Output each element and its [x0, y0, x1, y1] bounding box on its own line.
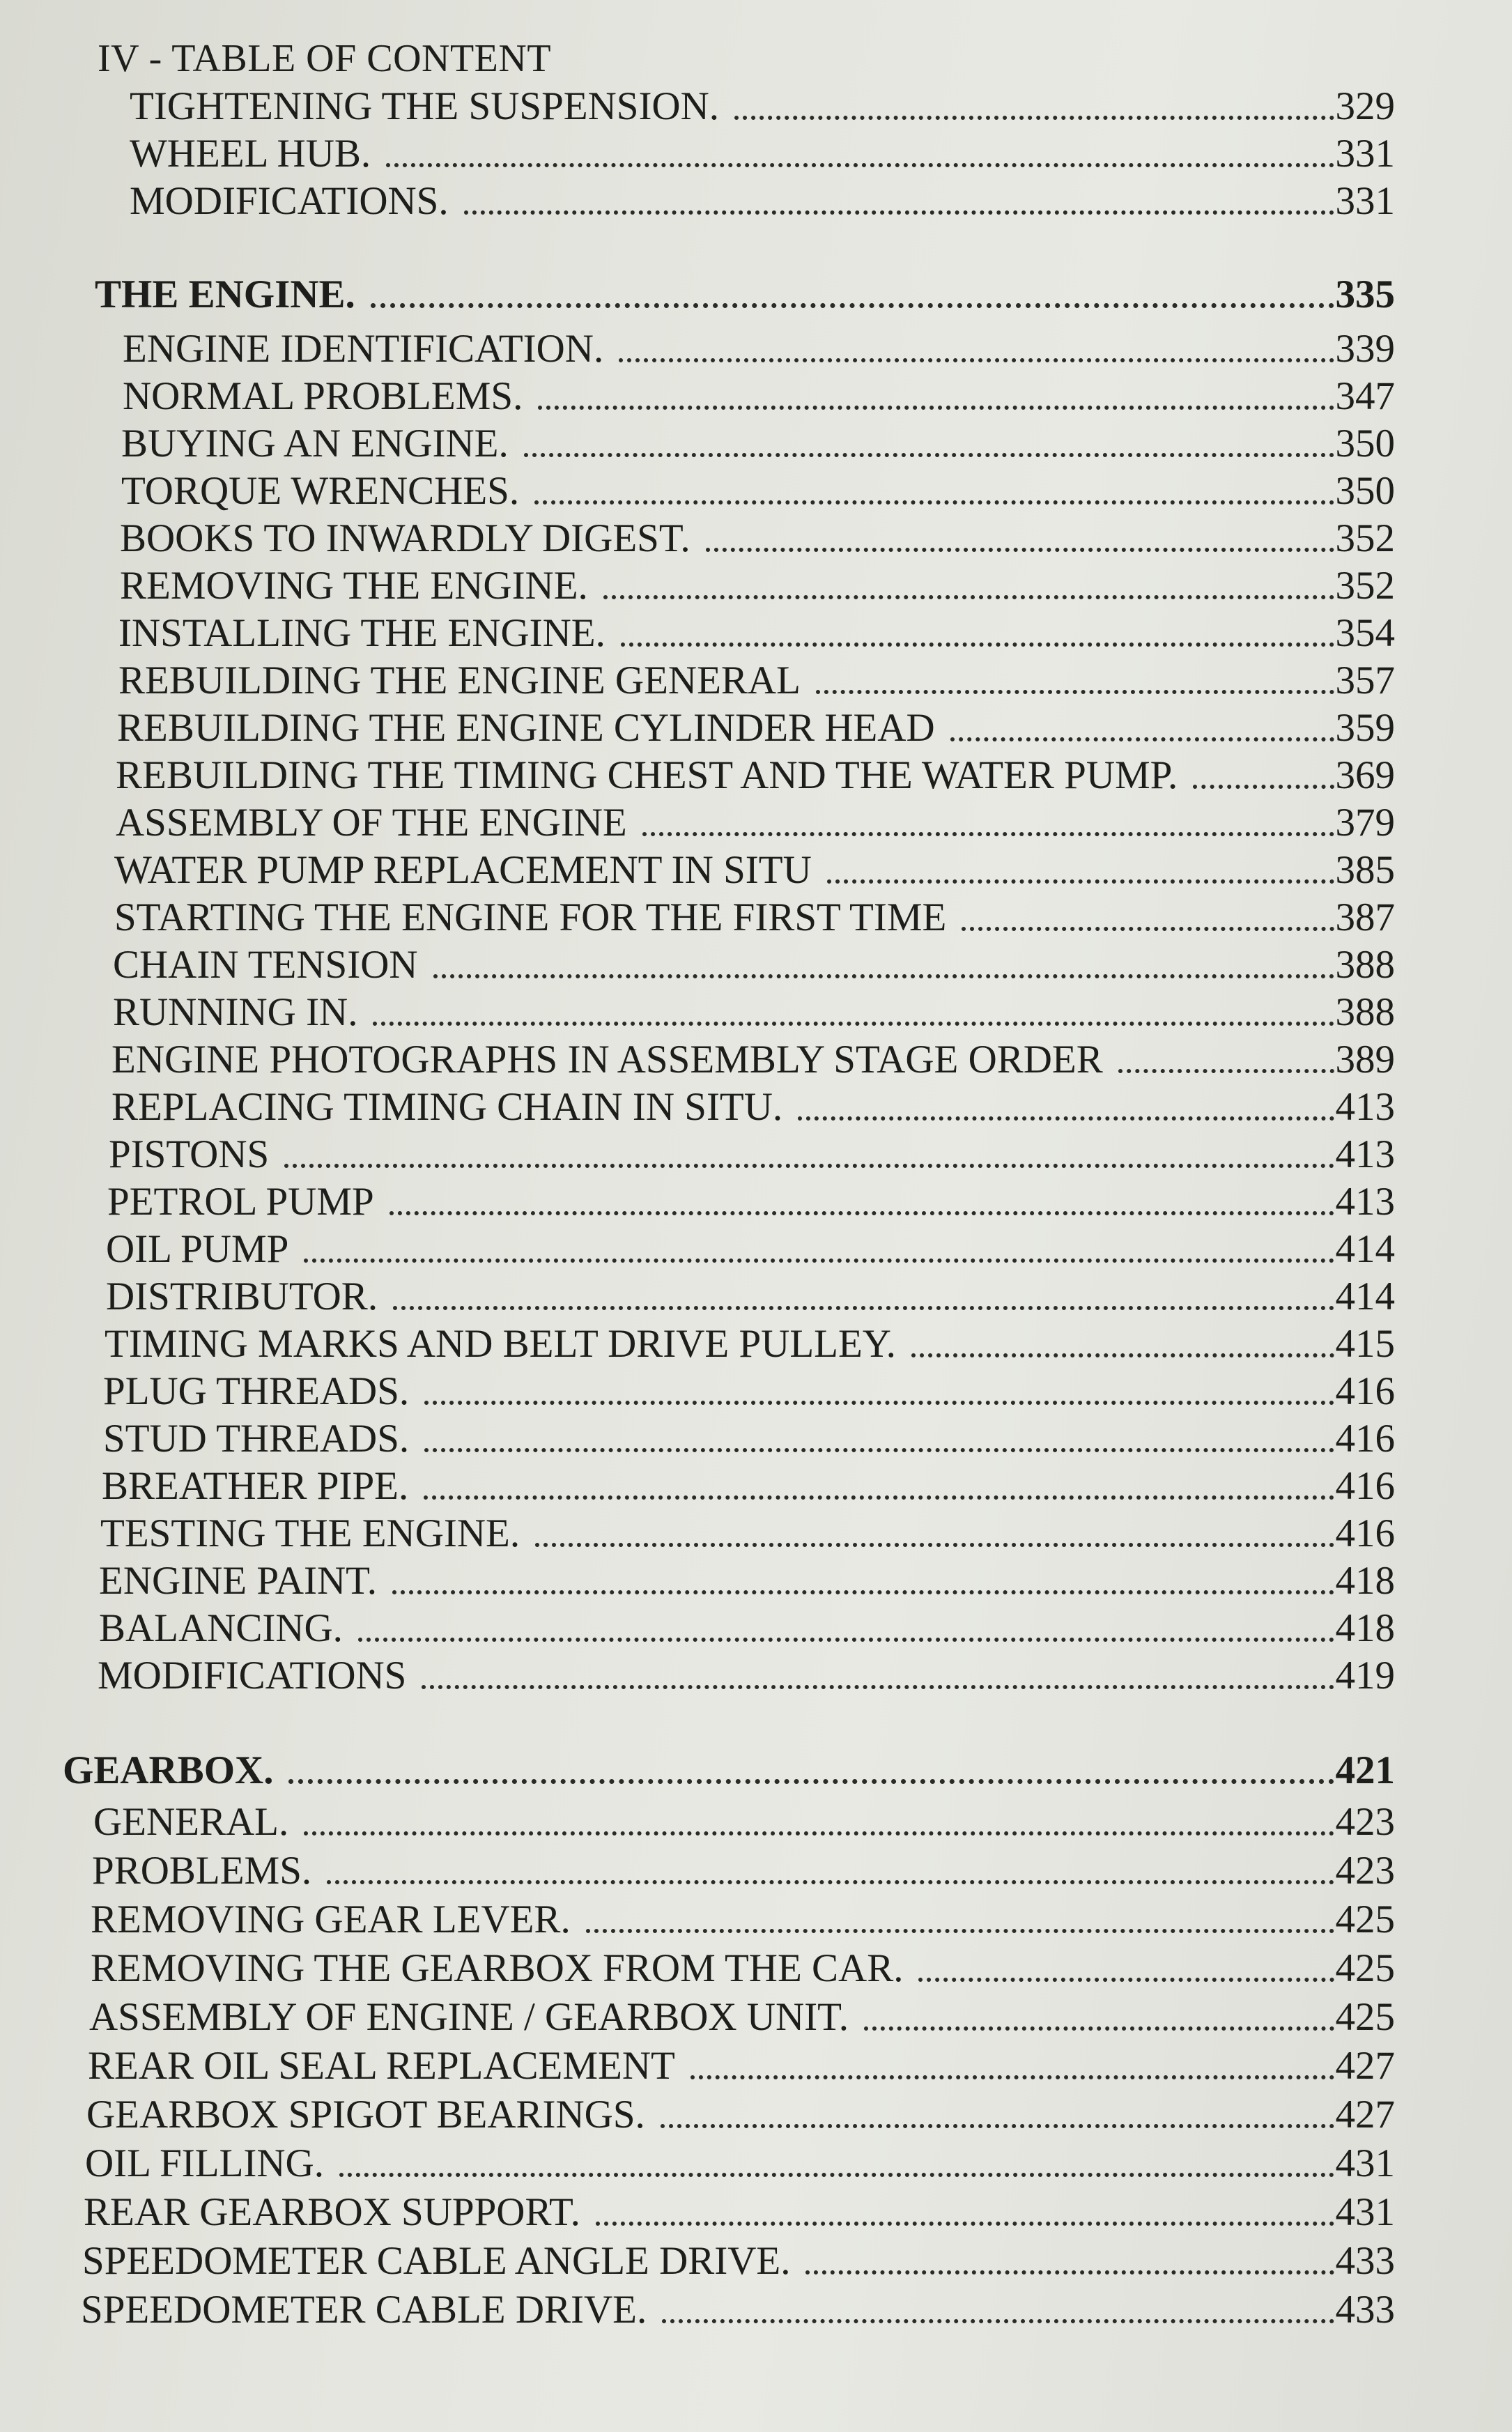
toc-entry-title: PETROL PUMP [107, 1180, 374, 1224]
toc-entry-page-number: 331 [1335, 132, 1395, 176]
toc-entry-title: ENGINE PAINT. [99, 1559, 377, 1603]
toc-entry [106, 1274, 1395, 1320]
toc-entry-title: GENERAL. [93, 1800, 289, 1844]
toc-entry-page-number: 359 [1335, 706, 1395, 750]
toc-entry-title: GEARBOX SPIGOT BEARINGS. [86, 2093, 645, 2137]
toc-entry-page-number: 425 [1335, 1946, 1395, 1990]
toc-entry-title: ENGINE PHOTOGRAPHS IN ASSEMBLY STAGE ORDER [111, 1038, 1103, 1082]
toc-entry-page-number: 379 [1335, 801, 1395, 845]
toc-entry-page-number: 352 [1335, 564, 1395, 608]
dot-leader [798, 1116, 1334, 1121]
toc-entry-page-number: 427 [1335, 2093, 1395, 2137]
toc-entry [98, 1653, 1395, 1699]
toc-entry-title: ASSEMBLY OF THE ENGINE [116, 801, 627, 845]
toc-entry [113, 942, 1395, 988]
toc-entry-page-number: 421 [1335, 1748, 1395, 1792]
toc-entry [114, 847, 1395, 893]
toc-entry-page-number: 350 [1335, 469, 1395, 513]
toc-entry-title: OIL PUMP [106, 1227, 289, 1271]
toc-entry [85, 2141, 1395, 2187]
toc-entry-page-number: 335 [1335, 272, 1395, 316]
dot-leader [662, 2319, 1334, 2323]
toc-entry-page-number: 413 [1335, 1132, 1395, 1176]
dot-leader [288, 1779, 1334, 1784]
dot-leader [373, 1022, 1334, 1026]
dot-leader [424, 1401, 1334, 1405]
toc-entry [91, 1946, 1395, 1992]
toc-entry-page-number: 414 [1335, 1275, 1395, 1318]
toc-entry-page-number: 418 [1335, 1559, 1395, 1603]
toc-entry-title: WHEEL HUB. [130, 132, 371, 176]
toc-entry-page-number: 329 [1335, 84, 1395, 128]
toc-entry-page-number: 347 [1335, 374, 1395, 418]
dot-leader [962, 927, 1334, 931]
toc-entry-title: RUNNING IN. [113, 990, 358, 1034]
toc-entry [114, 895, 1395, 941]
dot-leader [284, 1164, 1334, 1168]
toc-entry-title: PROBLEMS. [92, 1849, 312, 1893]
toc-entry [130, 84, 1395, 130]
running-header: IV - TABLE OF CONTENT [98, 37, 552, 80]
dot-leader [805, 2270, 1334, 2275]
toc-entry [121, 421, 1395, 467]
toc-entry [102, 1463, 1395, 1509]
dot-leader [816, 690, 1334, 694]
toc-entry [103, 1369, 1395, 1415]
toc-entry-title: REMOVING GEAR LEVER. [91, 1898, 571, 1941]
toc-entry-title: GEARBOX. [63, 1748, 274, 1792]
dot-leader [734, 116, 1334, 120]
dot-leader [603, 595, 1334, 599]
dot-leader [424, 1448, 1334, 1452]
toc-entry-title: BALANCING. [99, 1606, 343, 1650]
toc-entry-title: PLUG THREADS. [103, 1369, 410, 1413]
dot-leader [358, 1638, 1334, 1642]
toc-entry-title: BREATHER PIPE. [102, 1464, 409, 1508]
toc-entry-page-number: 416 [1335, 1417, 1395, 1461]
toc-entry-page-number: 414 [1335, 1227, 1395, 1271]
toc-entry-title: TESTING THE ENGINE. [100, 1511, 520, 1555]
dot-leader [619, 358, 1334, 362]
toc-entry [99, 1558, 1395, 1604]
toc-entry [121, 468, 1395, 514]
dot-leader [586, 1929, 1334, 1933]
dot-leader [339, 2173, 1334, 2177]
toc-entry-title: REMOVING THE ENGINE. [120, 564, 588, 608]
toc-entry [91, 1897, 1395, 1943]
toc-entry-page-number: 387 [1335, 895, 1395, 939]
toc-entry [99, 1606, 1395, 1652]
toc-entry-title: STARTING THE ENGINE FOR THE FIRST TIME [114, 895, 947, 939]
toc-entry-page-number: 423 [1335, 1800, 1395, 1844]
dot-leader [911, 1353, 1334, 1357]
toc-entry [106, 1226, 1395, 1272]
toc-entry-page-number: 416 [1335, 1369, 1395, 1413]
toc-entry [88, 2043, 1395, 2089]
toc-entry [116, 753, 1395, 799]
toc-entry-title: REAR GEARBOX SUPPORT. [84, 2190, 580, 2234]
dot-leader [433, 974, 1334, 978]
dot-leader [392, 1590, 1334, 1594]
dot-leader [371, 303, 1334, 308]
toc-entry-title: ASSEMBLY OF ENGINE / GEARBOX UNIT. [89, 1995, 849, 2039]
toc-entry-title: BUYING AN ENGINE. [121, 422, 509, 465]
toc-entry [82, 2238, 1395, 2284]
dot-leader [389, 1211, 1334, 1215]
dot-leader [596, 2222, 1334, 2226]
toc-entry-title: MODIFICATIONS [98, 1654, 407, 1698]
toc-section-heading [95, 272, 1395, 318]
toc-entry-page-number: 352 [1335, 516, 1395, 560]
toc-entry [123, 326, 1395, 372]
dot-leader [534, 500, 1334, 505]
toc-entry [130, 131, 1395, 177]
dot-leader [706, 548, 1334, 552]
toc-entry-title: MODIFICATIONS. [130, 179, 449, 223]
dot-leader [422, 1685, 1334, 1689]
toc-entry-page-number: 416 [1335, 1511, 1395, 1555]
toc-entry [116, 800, 1395, 846]
toc-entry-page-number: 388 [1335, 990, 1395, 1034]
toc-entry-page-number: 433 [1335, 2288, 1395, 2332]
toc-entry [123, 374, 1395, 420]
dot-leader [464, 210, 1334, 215]
toc-entry-title: REAR OIL SEAL REPLACEMENT [88, 2044, 675, 2088]
toc-entry-page-number: 416 [1335, 1464, 1395, 1508]
toc-entry-page-number: 425 [1335, 1995, 1395, 2039]
dot-leader [1118, 1069, 1334, 1073]
toc-entry [120, 516, 1395, 562]
toc-entry-title: REPLACING TIMING CHAIN IN SITU. [111, 1085, 783, 1129]
toc-entry [111, 1084, 1395, 1130]
toc-entry-title: THE ENGINE. [95, 272, 355, 316]
toc-entry [86, 2092, 1395, 2138]
toc-entry-title: TIGHTENING THE SUSPENSION. [130, 84, 720, 128]
toc-entry-page-number: 418 [1335, 1606, 1395, 1650]
toc-entry-page-number: 423 [1335, 1849, 1395, 1893]
dot-leader [386, 163, 1334, 167]
dot-leader [393, 1306, 1334, 1310]
dot-leader [304, 1831, 1334, 1835]
dot-leader [535, 1543, 1334, 1547]
toc-entry-title: ENGINE IDENTIFICATION. [123, 327, 604, 371]
toc-entry [84, 2189, 1395, 2235]
dot-leader [827, 879, 1334, 884]
toc-entry-title: PISTONS [109, 1132, 270, 1176]
toc-section-heading [63, 1748, 1395, 1794]
dot-leader [524, 453, 1334, 457]
toc-entry [81, 2287, 1395, 2333]
dot-leader [642, 832, 1334, 836]
toc-entry [113, 990, 1395, 1036]
toc-entry-page-number: 419 [1335, 1654, 1395, 1698]
dot-leader [918, 1978, 1334, 1982]
toc-entry-page-number: 339 [1335, 327, 1395, 371]
toc-entry [130, 178, 1395, 224]
toc-entry-page-number: 357 [1335, 659, 1395, 702]
toc-entry [111, 1037, 1395, 1083]
toc-entry-page-number: 388 [1335, 943, 1395, 987]
toc-entry-title: REBUILDING THE ENGINE GENERAL [118, 659, 801, 702]
toc-entry [109, 1132, 1395, 1178]
toc-entry [107, 1179, 1395, 1225]
toc-entry-page-number: 431 [1335, 2190, 1395, 2234]
dot-leader [661, 2124, 1334, 2128]
toc-entry-page-number: 425 [1335, 1898, 1395, 1941]
toc-entry-title: BOOKS TO INWARDLY DIGEST. [120, 516, 691, 560]
toc-entry-title: TIMING MARKS AND BELT DRIVE PULLEY. [105, 1322, 896, 1366]
toc-entry-title: CHAIN TENSION [113, 943, 418, 987]
toc-entry-title: REMOVING THE GEARBOX FROM THE CAR. [91, 1946, 904, 1990]
dot-leader [304, 1259, 1334, 1263]
dot-leader [424, 1495, 1334, 1500]
toc-entry-title: INSTALLING THE ENGINE. [118, 611, 605, 655]
toc-entry-page-number: 350 [1335, 422, 1395, 465]
dot-leader [950, 737, 1334, 741]
toc-entry [117, 705, 1395, 751]
toc-entry-page-number: 331 [1335, 179, 1395, 223]
toc-entry-title: TORQUE WRENCHES. [121, 469, 520, 513]
dot-leader [1193, 785, 1334, 789]
toc-entry [103, 1416, 1395, 1462]
toc-entry [100, 1511, 1395, 1557]
dot-leader [327, 1880, 1334, 1884]
toc-entry-title: REBUILDING THE ENGINE CYLINDER HEAD [117, 706, 935, 750]
toc-entry-title: SPEEDOMETER CABLE ANGLE DRIVE. [82, 2239, 791, 2283]
toc-entry-page-number: 369 [1335, 753, 1395, 797]
toc-entry [92, 1848, 1395, 1894]
toc-entry [118, 658, 1395, 704]
toc-entry-page-number: 389 [1335, 1038, 1395, 1082]
toc-entry-title: SPEEDOMETER CABLE DRIVE. [81, 2288, 647, 2332]
dot-leader [691, 2075, 1334, 2079]
toc-entry [120, 563, 1395, 609]
toc-entry-page-number: 413 [1335, 1085, 1395, 1129]
toc-entry-page-number: 427 [1335, 2044, 1395, 2088]
toc-entry [93, 1799, 1395, 1845]
dot-leader [621, 642, 1334, 647]
toc-entry-page-number: 354 [1335, 611, 1395, 655]
toc-entry-title: DISTRIBUTOR. [106, 1275, 378, 1318]
toc-entry [89, 1994, 1395, 2040]
toc-entry-title: REBUILDING THE TIMING CHEST AND THE WATER PUMP. [116, 753, 1178, 797]
toc-entry [105, 1321, 1395, 1367]
toc-entry-page-number: 415 [1335, 1322, 1395, 1366]
dot-leader [864, 2026, 1334, 2031]
toc-entry-title: WATER PUMP REPLACEMENT IN SITU [114, 848, 812, 892]
toc-entry [118, 610, 1395, 656]
toc-entry-page-number: 385 [1335, 848, 1395, 892]
toc-entry-page-number: 431 [1335, 2141, 1395, 2185]
toc-entry-title: STUD THREADS. [103, 1417, 410, 1461]
toc-entry-page-number: 413 [1335, 1180, 1395, 1224]
toc-entry-title: OIL FILLING. [85, 2141, 324, 2185]
toc-entry-title: NORMAL PROBLEMS. [123, 374, 523, 418]
toc-entry-page-number: 433 [1335, 2239, 1395, 2283]
dot-leader [538, 406, 1334, 410]
